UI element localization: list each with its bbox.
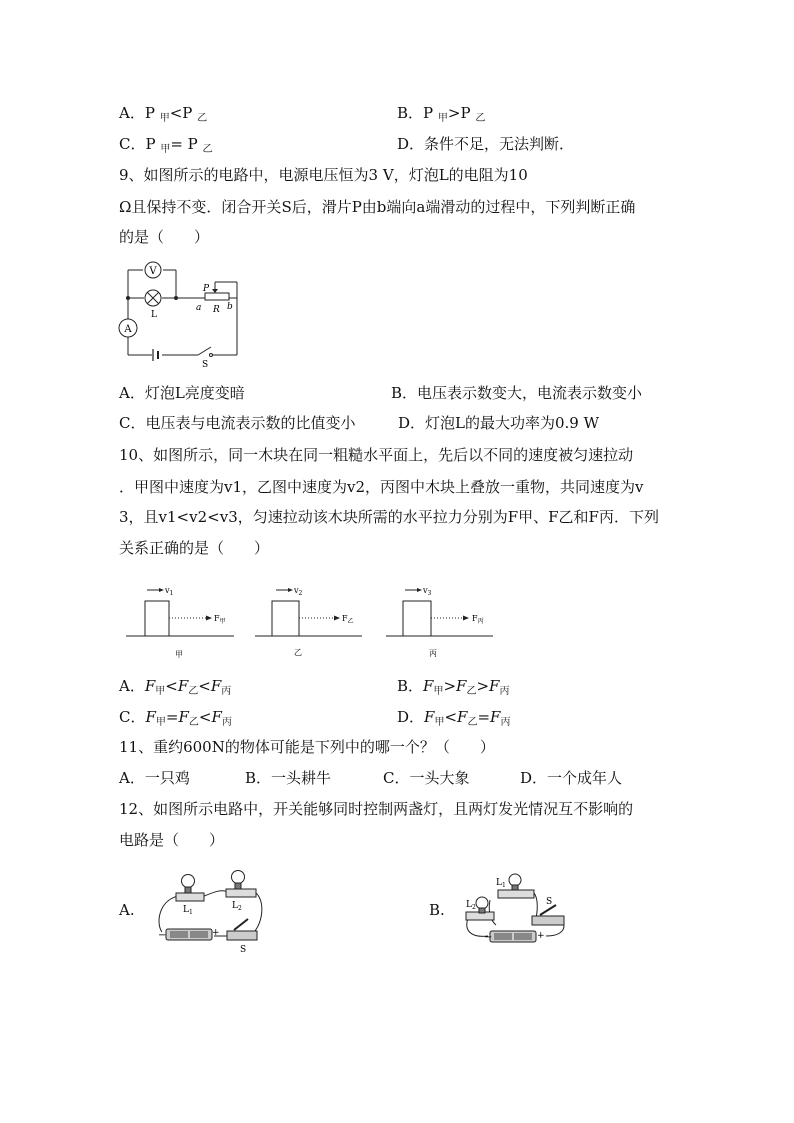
q8-option-a: A．P $_甲$<P $_乙$ <box>119 104 208 124</box>
q12-option-b-label: B. <box>429 901 445 919</box>
lamp-1-label: $L_1$ <box>183 905 193 916</box>
q9-stem-line1: 9、如图所示的电路中，电源电压恒为3 V，灯泡L的电阻为10 <box>119 166 528 184</box>
q9-option-a: A．灯泡L亮度变暗 <box>119 384 245 402</box>
battery-minus-label: − <box>158 930 167 941</box>
q12-circuit-b <box>460 870 575 950</box>
battery-plus-label: + <box>537 931 545 941</box>
q10-stem-line4: 关系正确的是（ ） <box>119 539 270 557</box>
switch-base <box>227 931 257 940</box>
junction-dot <box>174 296 178 300</box>
velocity-arrowhead-icon <box>159 588 164 592</box>
q10-stem-line1: 10、如图所示，同一木块在同一粗糙水平面上，先后以不同的速度被匀速拉动 <box>119 446 634 464</box>
lamp-holder-2 <box>226 889 256 897</box>
rheostat-r-label: R <box>213 305 220 315</box>
wood-block <box>145 601 169 636</box>
figure-caption: 丙 <box>429 649 437 658</box>
q9-option-d: D．灯泡L的最大功率为0.9 W <box>398 414 600 432</box>
bulb-1-base <box>512 885 518 890</box>
bulb-1-icon <box>182 875 195 888</box>
battery-cell <box>190 931 208 938</box>
battery-cell <box>170 931 188 938</box>
bulb-1-icon <box>509 874 521 886</box>
bulb-2-icon <box>232 871 245 884</box>
q12-circuit-a <box>152 866 277 956</box>
velocity-label: $v_2$ <box>294 586 303 597</box>
lamp-1-label: $L_1$ <box>496 878 506 889</box>
switch-label: S <box>240 945 247 955</box>
battery-cell <box>494 933 512 940</box>
lamp-holder-1 <box>176 893 204 901</box>
wood-block <box>403 601 431 636</box>
force-arrowhead-icon <box>334 616 340 621</box>
slider-p-label: P <box>203 284 210 294</box>
switch-base <box>532 916 564 925</box>
velocity-label: $v_1$ <box>165 586 174 597</box>
bulb-2-icon <box>476 897 488 909</box>
q10-option-d: D．$F_甲<F_乙=F_丙$ <box>397 708 511 728</box>
switch-lever <box>234 919 248 930</box>
q10-stem-line2: ．甲图中速度为v1，乙图中速度为v2，丙图中木块上叠放一重物，共同速度为v <box>119 478 644 496</box>
q10-option-c: C．$F_甲=F_乙<F_丙$ <box>119 708 232 728</box>
wire <box>159 896 178 932</box>
battery-minus-label: − <box>484 932 493 943</box>
q11-option-c: C．一头大象 <box>383 769 470 787</box>
q9-stem-line3: 的是（ ） <box>119 228 210 246</box>
switch-contact-icon <box>210 354 213 357</box>
q10-option-b: B．$F_甲>F_乙>F_丙$ <box>397 677 510 697</box>
q9-circuit-diagram <box>110 252 250 367</box>
force-arrowhead-icon <box>463 616 469 621</box>
q11-option-d: D．一个成年人 <box>520 769 623 787</box>
bulb-2-base <box>235 883 241 889</box>
battery-cell <box>514 933 532 940</box>
q8-option-b: B．P $_甲$>P $_乙$ <box>397 104 486 124</box>
ammeter-label: A <box>124 324 132 335</box>
switch-label: S <box>202 360 209 367</box>
force-arrowhead-icon <box>206 616 212 621</box>
terminal-b-label: b <box>227 302 233 312</box>
q8-option-c: C．P $_甲$= P $_乙$ <box>119 135 213 155</box>
velocity-label: $v_3$ <box>423 586 432 597</box>
terminal-a-label: a <box>196 303 202 313</box>
q8-option-d: D．条件不足，无法判断． <box>397 135 575 153</box>
q9-option-c: C．电压表与电流表示数的比值变小 <box>119 414 356 432</box>
q11-option-b: B．一头耕牛 <box>245 769 332 787</box>
lamp-2-label: $L_2$ <box>466 900 476 911</box>
force-label: $F_乙$ <box>342 614 354 625</box>
q10-option-a: A．$F_甲<F_乙<F_丙$ <box>119 677 232 697</box>
q9-option-b: B．电压表示数变大，电流表示数变小 <box>391 384 643 402</box>
q10-block-figures <box>120 580 510 660</box>
force-label: $F_丙$ <box>472 614 484 625</box>
lamp-holder-1 <box>498 890 534 898</box>
lamp-label: L <box>151 310 157 320</box>
switch-label: S <box>546 897 553 907</box>
q11-stem: 11、重约600N的物体可能是下列中的哪一个？（ ） <box>119 738 495 756</box>
bulb-2-base <box>479 908 485 913</box>
q12-stem-line2: 电路是（ ） <box>119 831 225 849</box>
figure-yi <box>255 586 362 657</box>
q10-stem-line3: 3，且v1<v2<v3，匀速拉动该木块所需的水平拉力分别为F甲、F乙和F丙．下列 <box>119 508 659 526</box>
figure-caption: 甲 <box>175 650 183 659</box>
figure-caption: 乙 <box>294 648 302 657</box>
velocity-arrowhead-icon <box>288 588 293 592</box>
figure-jia <box>126 586 234 659</box>
battery-plus-label: + <box>212 928 220 938</box>
junction-dot <box>126 296 130 300</box>
slider-arrow-icon <box>212 289 218 293</box>
voltmeter-label: V <box>149 266 157 277</box>
q9-stem-line2: Ω且保持不变．闭合开关S后，滑片P由b端向a端滑动的过程中，下列判断正确 <box>119 198 636 216</box>
velocity-arrowhead-icon <box>417 588 422 592</box>
force-label: $F_甲$ <box>214 614 226 625</box>
figure-bing <box>386 586 493 658</box>
bulb-1-base <box>185 887 191 893</box>
q12-option-a-label: A. <box>119 901 135 919</box>
lamp-2-label: $L_2$ <box>232 901 242 912</box>
q12-stem-line1: 12、如图所示电路中，开关能够同时控制两盏灯，且两灯发光情况互不影响的 <box>119 800 634 818</box>
q11-option-a: A．一只鸡 <box>119 769 190 787</box>
wood-block <box>272 601 299 636</box>
